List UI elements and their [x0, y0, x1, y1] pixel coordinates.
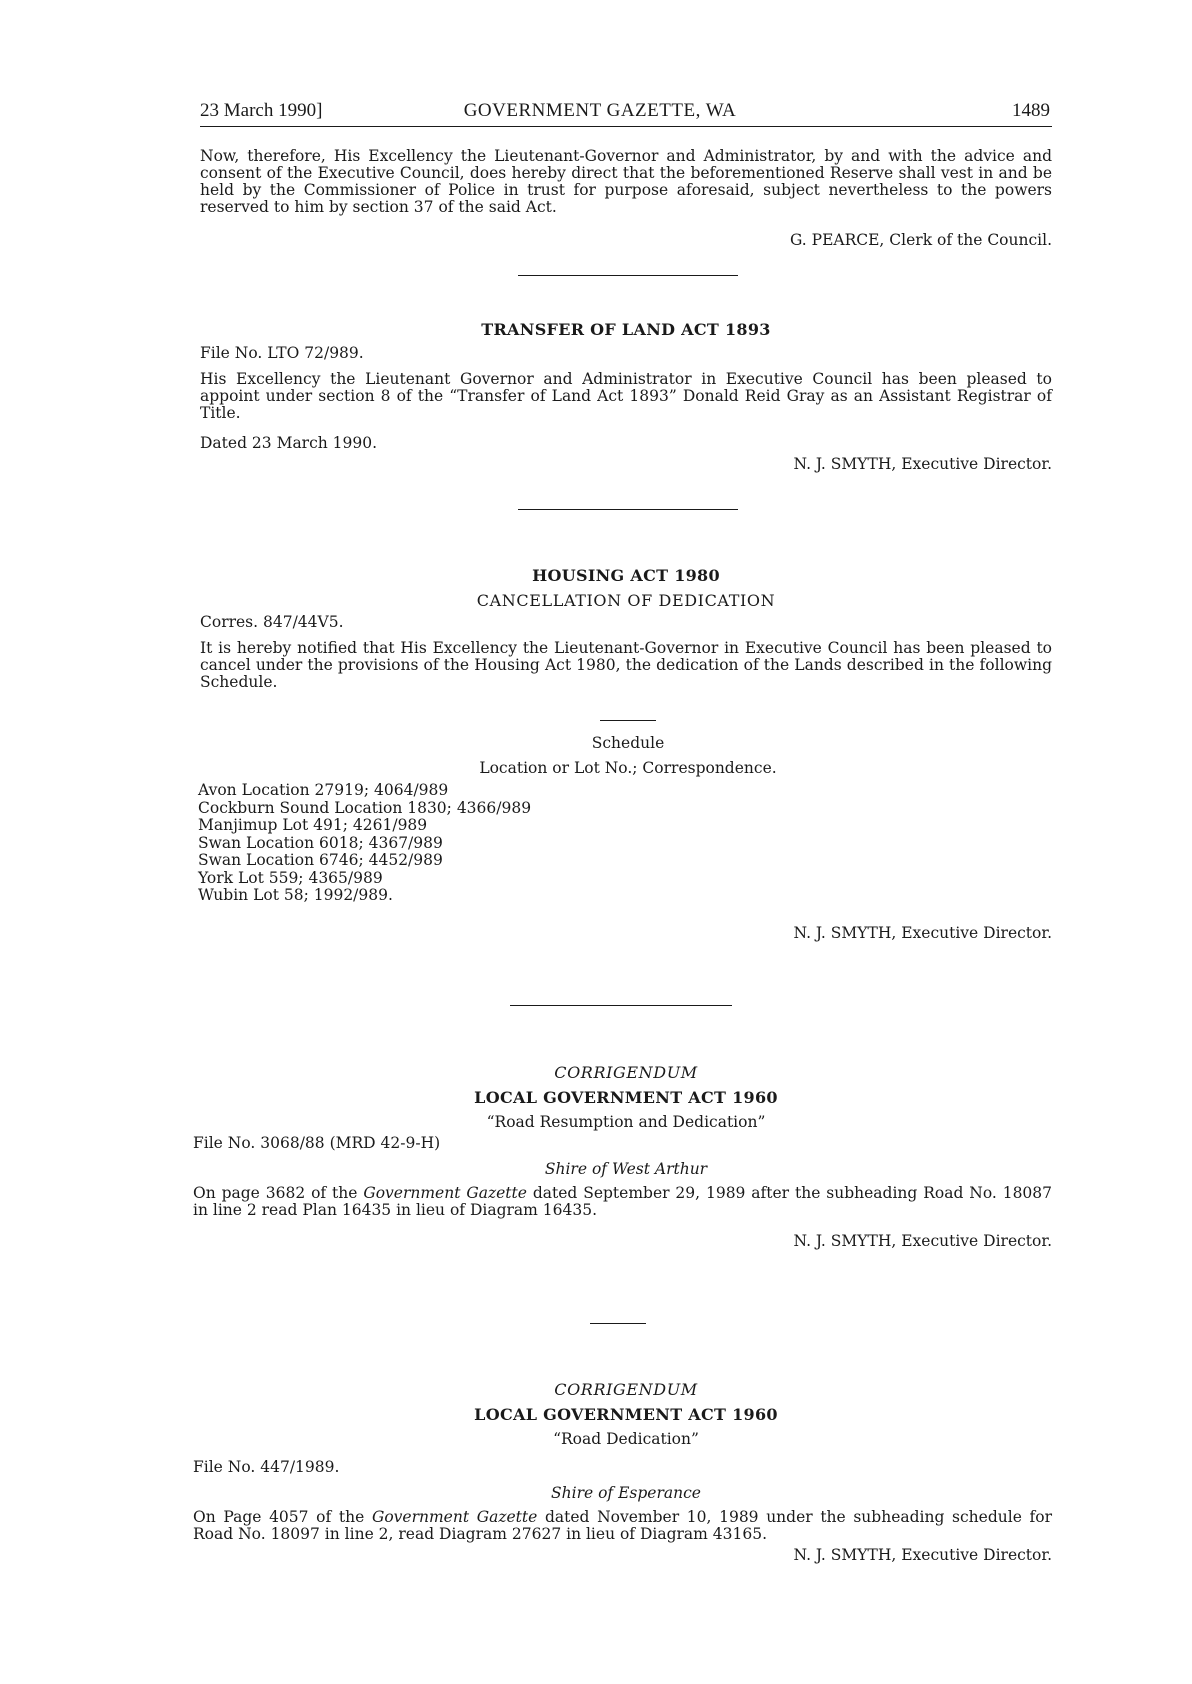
housing-heading: HOUSING ACT 1980 — [532, 566, 720, 585]
corrigendum-1-signature: N. J. SMYTH, Executive Director. — [793, 1232, 1052, 1250]
transfer-signature: N. J. SMYTH, Executive Director. — [793, 455, 1052, 473]
corrigendum-1-subtitle: “Road Resumption and Dedication” — [486, 1113, 766, 1131]
schedule-list — [198, 782, 531, 905]
corrigendum-2-text-a: On Page 4057 of the — [193, 1508, 372, 1526]
list-item: Wubin Lot 58; 1992/989. — [198, 886, 393, 904]
list-item: Swan Location 6746; 4452/989 — [198, 851, 443, 869]
corrigendum-2-file: File No. 447/1989. — [193, 1458, 340, 1476]
list-item: Cockburn Sound Location 1830; 4366/989 — [198, 798, 532, 817]
housing-paragraph: It is hereby notified that His Excellency the Lieutenant-Governor in Executive Council has been pleased to cancel under the provisions of the Housing Act 1980, the dedication of the Lands described in the following Schedule. — [200, 639, 1052, 691]
transfer-heading: TRANSFER OF LAND ACT 1893 — [481, 320, 771, 339]
corrigendum-1-gazette-italic: Government Gazette — [363, 1184, 527, 1202]
header-rule — [200, 126, 1052, 127]
corrigendum-1-file: File No. 3068/88 (MRD 42-9-H) — [193, 1134, 441, 1152]
intro-paragraph: Now, therefore, His Excellency the Lieutenant-Governor and Administrator, by and with the advice and consent of the Executive Council, does hereby direct that the beforementioned Reserve shall vest in and be held by the Commissioner of Police in trust for purpose aforesaid, subject nevertheless to the powers reserved to him by section 37 of the said Act. — [200, 147, 1052, 216]
transfer-paragraph: His Excellency the Lieutenant Governor and Administrator in Executive Council has been pleased to appoint under section 8 of the “Transfer of Land Act 1893” Donald Reid Gray as an Assistant Registrar of Title. — [200, 370, 1052, 422]
section-divider — [518, 275, 738, 276]
corrigendum-2-text — [193, 1509, 1052, 1543]
schedule-rule — [600, 720, 656, 721]
list-item: Swan Location 6018; 4367/989 — [198, 833, 443, 852]
section-divider — [518, 509, 738, 510]
corrigendum-2-gazette-italic: Government Gazette — [371, 1508, 538, 1526]
housing-signature: N. J. SMYTH, Executive Director. — [793, 924, 1052, 942]
corrigendum-2-text-b: dated November 10, 1989 under the subheading schedule for Road No. 18097 in line 2, read Diagram 27627 in lieu of Diagram 43165. — [193, 1508, 1053, 1543]
list-item: York Lot 559; 4365/989 — [198, 868, 383, 887]
corrigendum-1-text-b: dated September 29, 1989 after the subheading Road No. 18087 in line 2 read Plan 16435 in lieu of Diagram 16435. — [193, 1184, 1053, 1219]
header-date: 23 March 1990] — [200, 100, 323, 121]
corrigendum-2-shire: Shire of Esperance — [551, 1484, 701, 1502]
list-item: Avon Location 27919; 4064/989 — [198, 781, 449, 799]
corrigendum-1-text — [193, 1185, 1052, 1219]
corrigendum-1-label: CORRIGENDUM — [554, 1063, 698, 1082]
corrigendum-2-subtitle: “Road Dedication” — [553, 1430, 699, 1448]
transfer-dated: Dated 23 March 1990. — [200, 434, 378, 452]
corrigendum-2-label: CORRIGENDUM — [554, 1380, 698, 1399]
list-item: Manjimup Lot 491; 4261/989 — [198, 816, 428, 834]
corrigendum-2-signature: N. J. SMYTH, Executive Director. — [793, 1546, 1052, 1564]
transfer-file-number: File No. LTO 72/989. — [200, 344, 364, 362]
intro-signature: G. PEARCE, Clerk of the Council. — [789, 231, 1052, 249]
section-divider — [590, 1323, 646, 1324]
header-page-number: 1489 — [1012, 100, 1050, 121]
housing-corres: Corres. 847/44V5. — [200, 613, 344, 631]
schedule-caption: Location or Lot No.; Correspondence. — [479, 759, 777, 777]
corrigendum-1-heading: LOCAL GOVERNMENT ACT 1960 — [474, 1088, 778, 1107]
housing-subheading: CANCELLATION OF DEDICATION — [476, 591, 776, 610]
corrigendum-2-heading: LOCAL GOVERNMENT ACT 1960 — [474, 1405, 778, 1424]
corrigendum-1-shire: Shire of West Arthur — [544, 1160, 708, 1178]
header-title: GOVERNMENT GAZETTE, WA — [463, 100, 737, 121]
section-divider — [510, 1005, 732, 1006]
corrigendum-1-text-a: On page 3682 of the — [193, 1184, 364, 1202]
schedule-title: Schedule — [591, 734, 665, 752]
